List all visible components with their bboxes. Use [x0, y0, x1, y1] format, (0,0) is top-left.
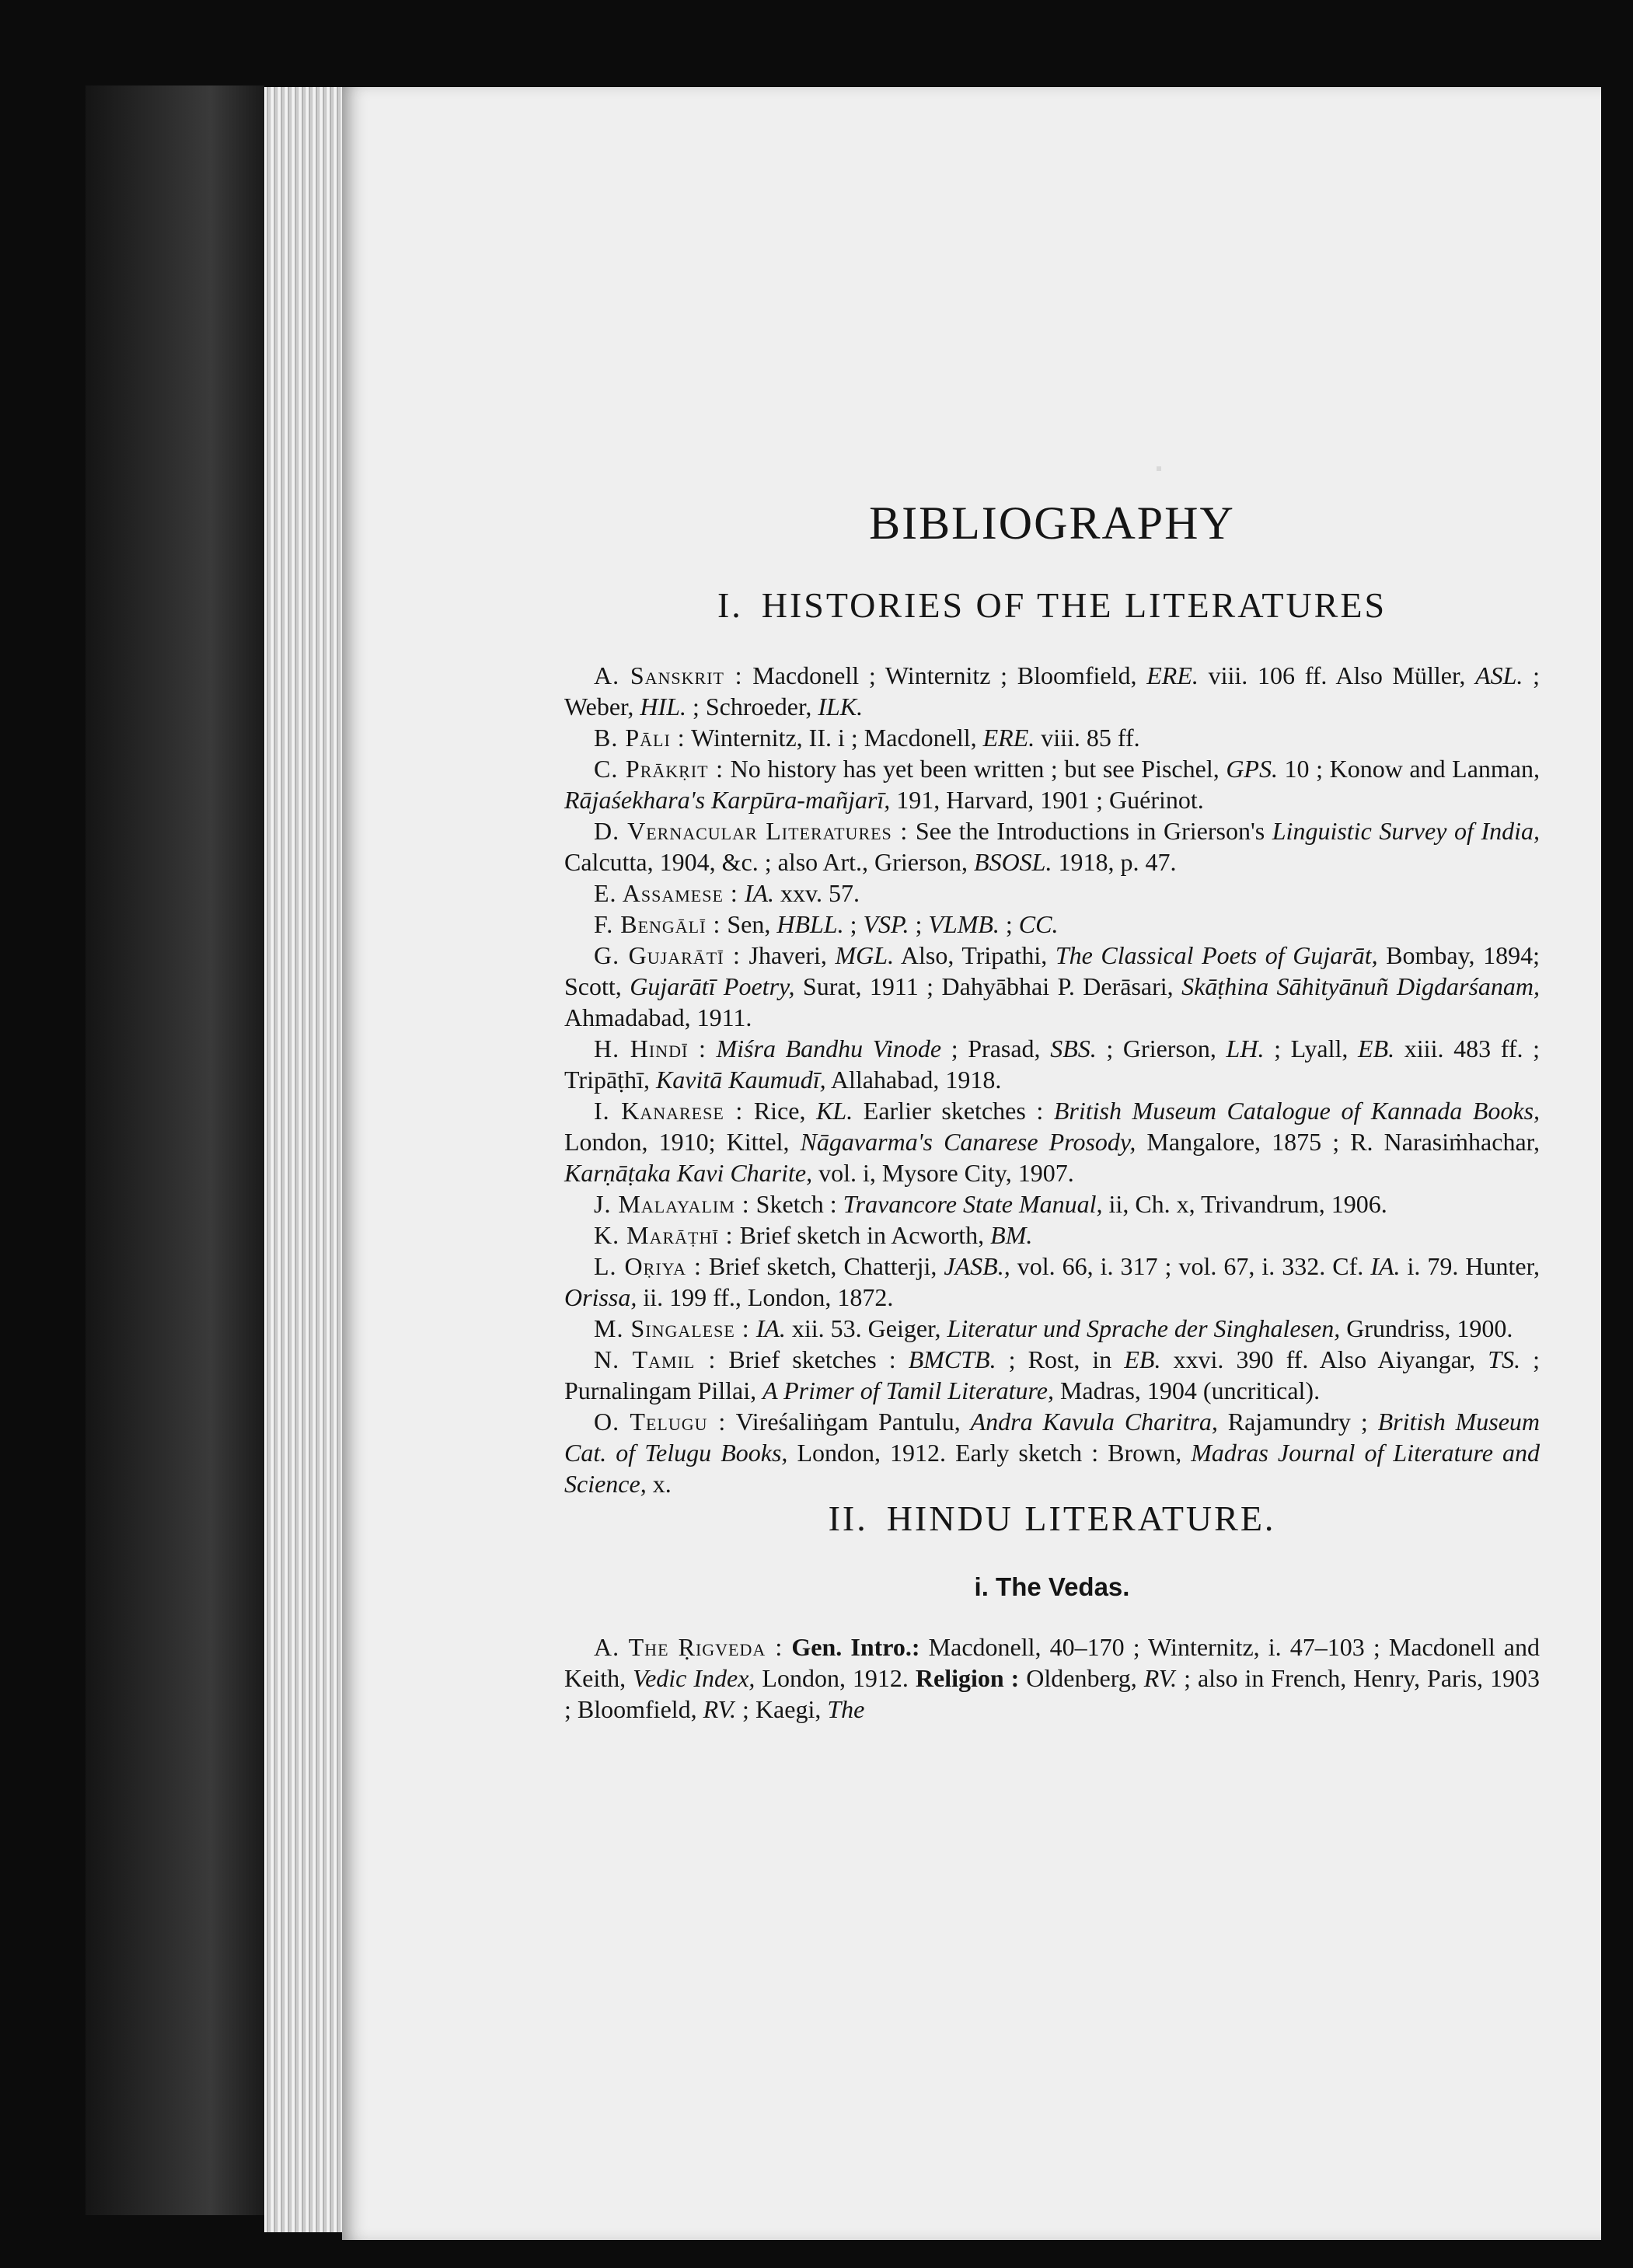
entry-text: Jhaveri, [740, 940, 836, 969]
entry-text: Macdonell, 40–170 ; Winternitz, i. 47–103 ; Macdonell and Keith, [564, 1633, 1541, 1693]
entry-text [783, 1633, 791, 1661]
entry-title-italic: LH. [1226, 1034, 1265, 1062]
entry-text [738, 879, 745, 907]
entry-title-italic: IA. [755, 1314, 786, 1342]
subsection-heading-vedas: i. The Vedas. [974, 1572, 1130, 1602]
entry-title-italic: GPS. [1226, 754, 1278, 783]
entry-title-italic: A Primer of Tamil Literature, [762, 1376, 1054, 1404]
entry-text: ; Prasad, [941, 1034, 1051, 1062]
entry-heading: K. Marāṭhī : [594, 1220, 734, 1249]
entry-heading: A. The Ṛigveda : [594, 1633, 783, 1662]
entry-title-italic: Literatur und Sprache der Singhalesen, [947, 1314, 1341, 1342]
entry-text: London, 1910; Kittel, [564, 1127, 801, 1156]
entry-text: Winternitz, II. i ; Macdonell, [685, 723, 983, 752]
entry-title-italic: MGL. [835, 940, 895, 969]
entry-text: xxv. 57. [774, 878, 860, 907]
bibliography-entry [564, 878, 1540, 909]
page-title: BIBLIOGRAPHY [869, 497, 1235, 549]
entry-title-italic: BMCTB. [908, 1345, 996, 1373]
entry-text: Sketch : [749, 1189, 843, 1218]
entry-text: ; Rost, in [996, 1345, 1125, 1373]
entry-title-italic: Nāgavarma's Canarese Prosody, [800, 1127, 1136, 1156]
entry-title-italic: TS. [1488, 1345, 1521, 1373]
entry-title-italic: Miśra Bandhu Vinode [716, 1034, 942, 1062]
entry-text: ; Grierson, [1096, 1034, 1226, 1062]
bibliography-entry [564, 1188, 1540, 1219]
entry-heading: A. Sanskrit : [594, 661, 743, 689]
bibliography-entry [564, 940, 1540, 1033]
entry-text: See the Introductions in Grierson's [908, 816, 1272, 845]
entry-heading: C. Prākṛit : [594, 754, 724, 783]
bibliography-entry [564, 1406, 1540, 1499]
entry-text: Mangalore, 1875 ; R. Narasiṁhachar, [1136, 1127, 1541, 1156]
entry-title-italic: British Museum Cat. of Telugu Books, [564, 1407, 1541, 1467]
entry-text: ; Kaegi, [736, 1695, 828, 1724]
bibliography-entry [564, 753, 1540, 815]
entry-heading: I. Kanarese : [594, 1096, 744, 1125]
entry-text: Calcutta, 1904, &c. ; also Art., Grierson, [564, 847, 975, 876]
entry-title-italic: EB. [1358, 1034, 1395, 1062]
entry-text: Ahmadabad, 1911. [564, 1003, 752, 1031]
entry-text: Allahabad, 1918. [825, 1065, 1002, 1094]
section-heading-histories [564, 586, 1540, 626]
entry-text: Brief sketches : [716, 1345, 909, 1373]
entry-text: Brief sketch in Acworth, [733, 1220, 991, 1249]
entry-text: Grundriss, 1900. [1340, 1314, 1513, 1342]
entry-text: Oldenberg, [1019, 1664, 1144, 1693]
entry-title-italic: Travancore State Manual, [843, 1189, 1103, 1218]
entry-title-italic: The [827, 1695, 865, 1724]
page-edges [264, 87, 342, 2232]
bibliography-list-histories [564, 660, 1540, 1499]
entry-title-italic: Madras Journal of Literature and Science, [564, 1438, 1541, 1498]
bibliography-entry [564, 660, 1540, 722]
entry-title-italic: SBS. [1050, 1034, 1097, 1062]
entry-title-italic: British Museum Catalogue of Kannada Books, [1053, 1096, 1541, 1125]
entry-text: viii. 85 ff. [1035, 723, 1140, 752]
entry-title-italic: VLMB. [928, 909, 1000, 938]
entry-text: Bombay, 1894; Scott, [564, 940, 1541, 1000]
entry-text: ; [909, 909, 929, 938]
bibliography-entry [564, 1344, 1540, 1406]
entry-heading: M. Singalese : [594, 1314, 750, 1342]
entry-text [750, 1314, 756, 1342]
entry-heading: B. Pāli : [594, 723, 686, 752]
bibliography-entry [564, 1313, 1540, 1344]
entry-heading: E. Assamese : [594, 878, 738, 907]
entry-text: ; Purnalingam Pillai, [564, 1345, 1541, 1404]
entry-text: Macdonell ; Winternitz ; Bloomfield, [742, 661, 1147, 689]
bibliography-entry [564, 815, 1540, 878]
bibliography-entry [564, 1033, 1540, 1095]
entry-title-italic: IA. [1370, 1251, 1401, 1280]
entry-title-italic: Karṇāṭaka Kavi Charite, [564, 1158, 813, 1187]
section-number: I. [717, 585, 743, 625]
entry-heading: G. Gujarātī : [594, 940, 741, 969]
entry-title-italic: Linguistic Survey of India, [1272, 816, 1540, 845]
entry-title-italic: JASB., [944, 1251, 1010, 1280]
entry-text: London, 1912. [755, 1664, 916, 1693]
entry-text: 1918, p. 47. [1052, 847, 1177, 876]
entry-text: Earlier sketches : [853, 1096, 1054, 1125]
entry-text: ii, Ch. x, Trivandrum, 1906. [1102, 1189, 1387, 1218]
entry-title-italic: HBLL. [776, 909, 844, 938]
entry-title-italic: EB. [1124, 1345, 1161, 1373]
entry-text: ; [999, 909, 1019, 938]
bibliography-entry [564, 1251, 1540, 1313]
entry-title-italic: The Classical Poets of Gujarāt, [1055, 940, 1378, 969]
entry-title-italic: IA. [744, 878, 775, 907]
entry-text: ; Lyall, [1264, 1034, 1359, 1062]
bibliography-entry [564, 1219, 1540, 1251]
entry-title-italic: Orissa, [564, 1282, 637, 1311]
entry-text: i. 79. Hunter, [1400, 1251, 1541, 1280]
entry-heading: F. Bengālī : [594, 909, 721, 938]
entry-text: xii. 53. Geiger, [785, 1314, 947, 1342]
entry-title-italic: RV. [703, 1695, 737, 1724]
page-content [564, 497, 1540, 1725]
entry-title-italic: Andra Kavula Charitra, [970, 1407, 1218, 1436]
entry-title-italic: HIL. [640, 692, 686, 721]
bibliography-entry [564, 722, 1540, 753]
book-cover-spine [85, 85, 264, 2215]
entry-title-italic: VSP. [863, 909, 909, 938]
entry-text: 191, Harvard, 1901 ; Guérinot. [890, 785, 1204, 814]
entry-text: Rice, [743, 1096, 817, 1125]
entry-title-italic: ILK. [818, 692, 864, 721]
entry-heading: O. Telugu : [594, 1407, 727, 1436]
entry-heading: L. Oṛiya : [594, 1251, 702, 1280]
entry-heading: D. Vernacular Literatures : [594, 816, 909, 845]
entry-text: viii. 106 ff. Also Müller, [1198, 661, 1476, 689]
entry-text: ; Weber, [564, 661, 1541, 721]
entry-heading: N. Tamil : [594, 1345, 717, 1373]
entry-text: xxvi. 390 ff. Also Aiyangar, [1160, 1345, 1488, 1373]
entry-title-italic: Kavitā Kaumudī, [655, 1065, 826, 1094]
entry-text: ii. 199 ff., London, 1872. [637, 1282, 894, 1311]
entry-title-italic: ERE. [1146, 661, 1199, 689]
entry-title-italic: Rājaśekhara's Karpūra-mañjarī, [564, 785, 891, 814]
entry-text: Sen, [721, 909, 777, 938]
entry-text: ; Schroeder, [686, 692, 818, 721]
entry-text: Brief sketch, Chatterji, [701, 1251, 944, 1280]
entry-text: xiii. 483 ff. ; Tripāṭhī, [564, 1034, 1541, 1094]
entry-title-italic: KL. [816, 1096, 853, 1125]
entry-text: Surat, 1911 ; Dahyābhai P. Derāsari, [794, 972, 1182, 1000]
entry-title-italic: Gujarātī Poetry, [630, 972, 795, 1000]
entry-bold-label: Gen. Intro.: [791, 1633, 920, 1662]
entry-bold-label: Religion : [915, 1664, 1020, 1693]
entry-heading: J. Malayalim : [594, 1189, 750, 1218]
entry-text: 10 ; Konow and Lanman, [1277, 754, 1541, 783]
entry-title-italic: CC. [1018, 909, 1059, 938]
bibliography-entry [564, 909, 1540, 940]
entry-title-italic: Skāṭhina Sāhityānuñ Digdarśanam, [1181, 972, 1540, 1000]
entry-title-italic: BM. [990, 1220, 1033, 1249]
entry-title-italic: ERE. [982, 723, 1035, 752]
entry-text: London, 1912. Early sketch : Brown, [787, 1438, 1192, 1467]
entry-text: Also, Tripathi, [894, 940, 1056, 969]
entry-text: Madras, 1904 (uncritical). [1053, 1376, 1321, 1404]
entry-text: Vireśaliṅgam Pantulu, [726, 1407, 971, 1436]
section-title: HINDU LITERATURE. [886, 1498, 1276, 1538]
entry-text: ; also in French, Henry, Paris, 1903 ; Bloomfield, [564, 1664, 1541, 1724]
bibliography-entry [564, 1631, 1540, 1725]
entry-text: vol. i, Mysore City, 1907. [812, 1158, 1074, 1187]
bibliography-list-vedas [564, 1631, 1540, 1725]
section-number: II. [828, 1498, 868, 1538]
section-heading-hindu-literature [564, 1499, 1540, 1539]
bibliography-entry [564, 1095, 1540, 1188]
entry-title-italic: BSOSL. [974, 847, 1052, 876]
entry-text: ; [843, 909, 864, 938]
entry-text [707, 1035, 717, 1062]
entry-heading: H. Hindī : [594, 1034, 707, 1062]
section-title: HISTORIES OF THE LITERATURES [761, 585, 1387, 625]
entry-text: x. [646, 1469, 672, 1498]
entry-title-italic: ASL. [1475, 661, 1523, 689]
entry-text: Rajamundry ; [1217, 1407, 1378, 1436]
entry-text: No history has yet been written ; but see Pischel, [724, 754, 1226, 783]
entry-text: vol. 66, i. 317 ; vol. 67, i. 332. Cf. [1010, 1251, 1371, 1280]
entry-title-italic: RV. [1143, 1664, 1178, 1693]
entry-title-italic: Vedic Index, [633, 1664, 755, 1693]
